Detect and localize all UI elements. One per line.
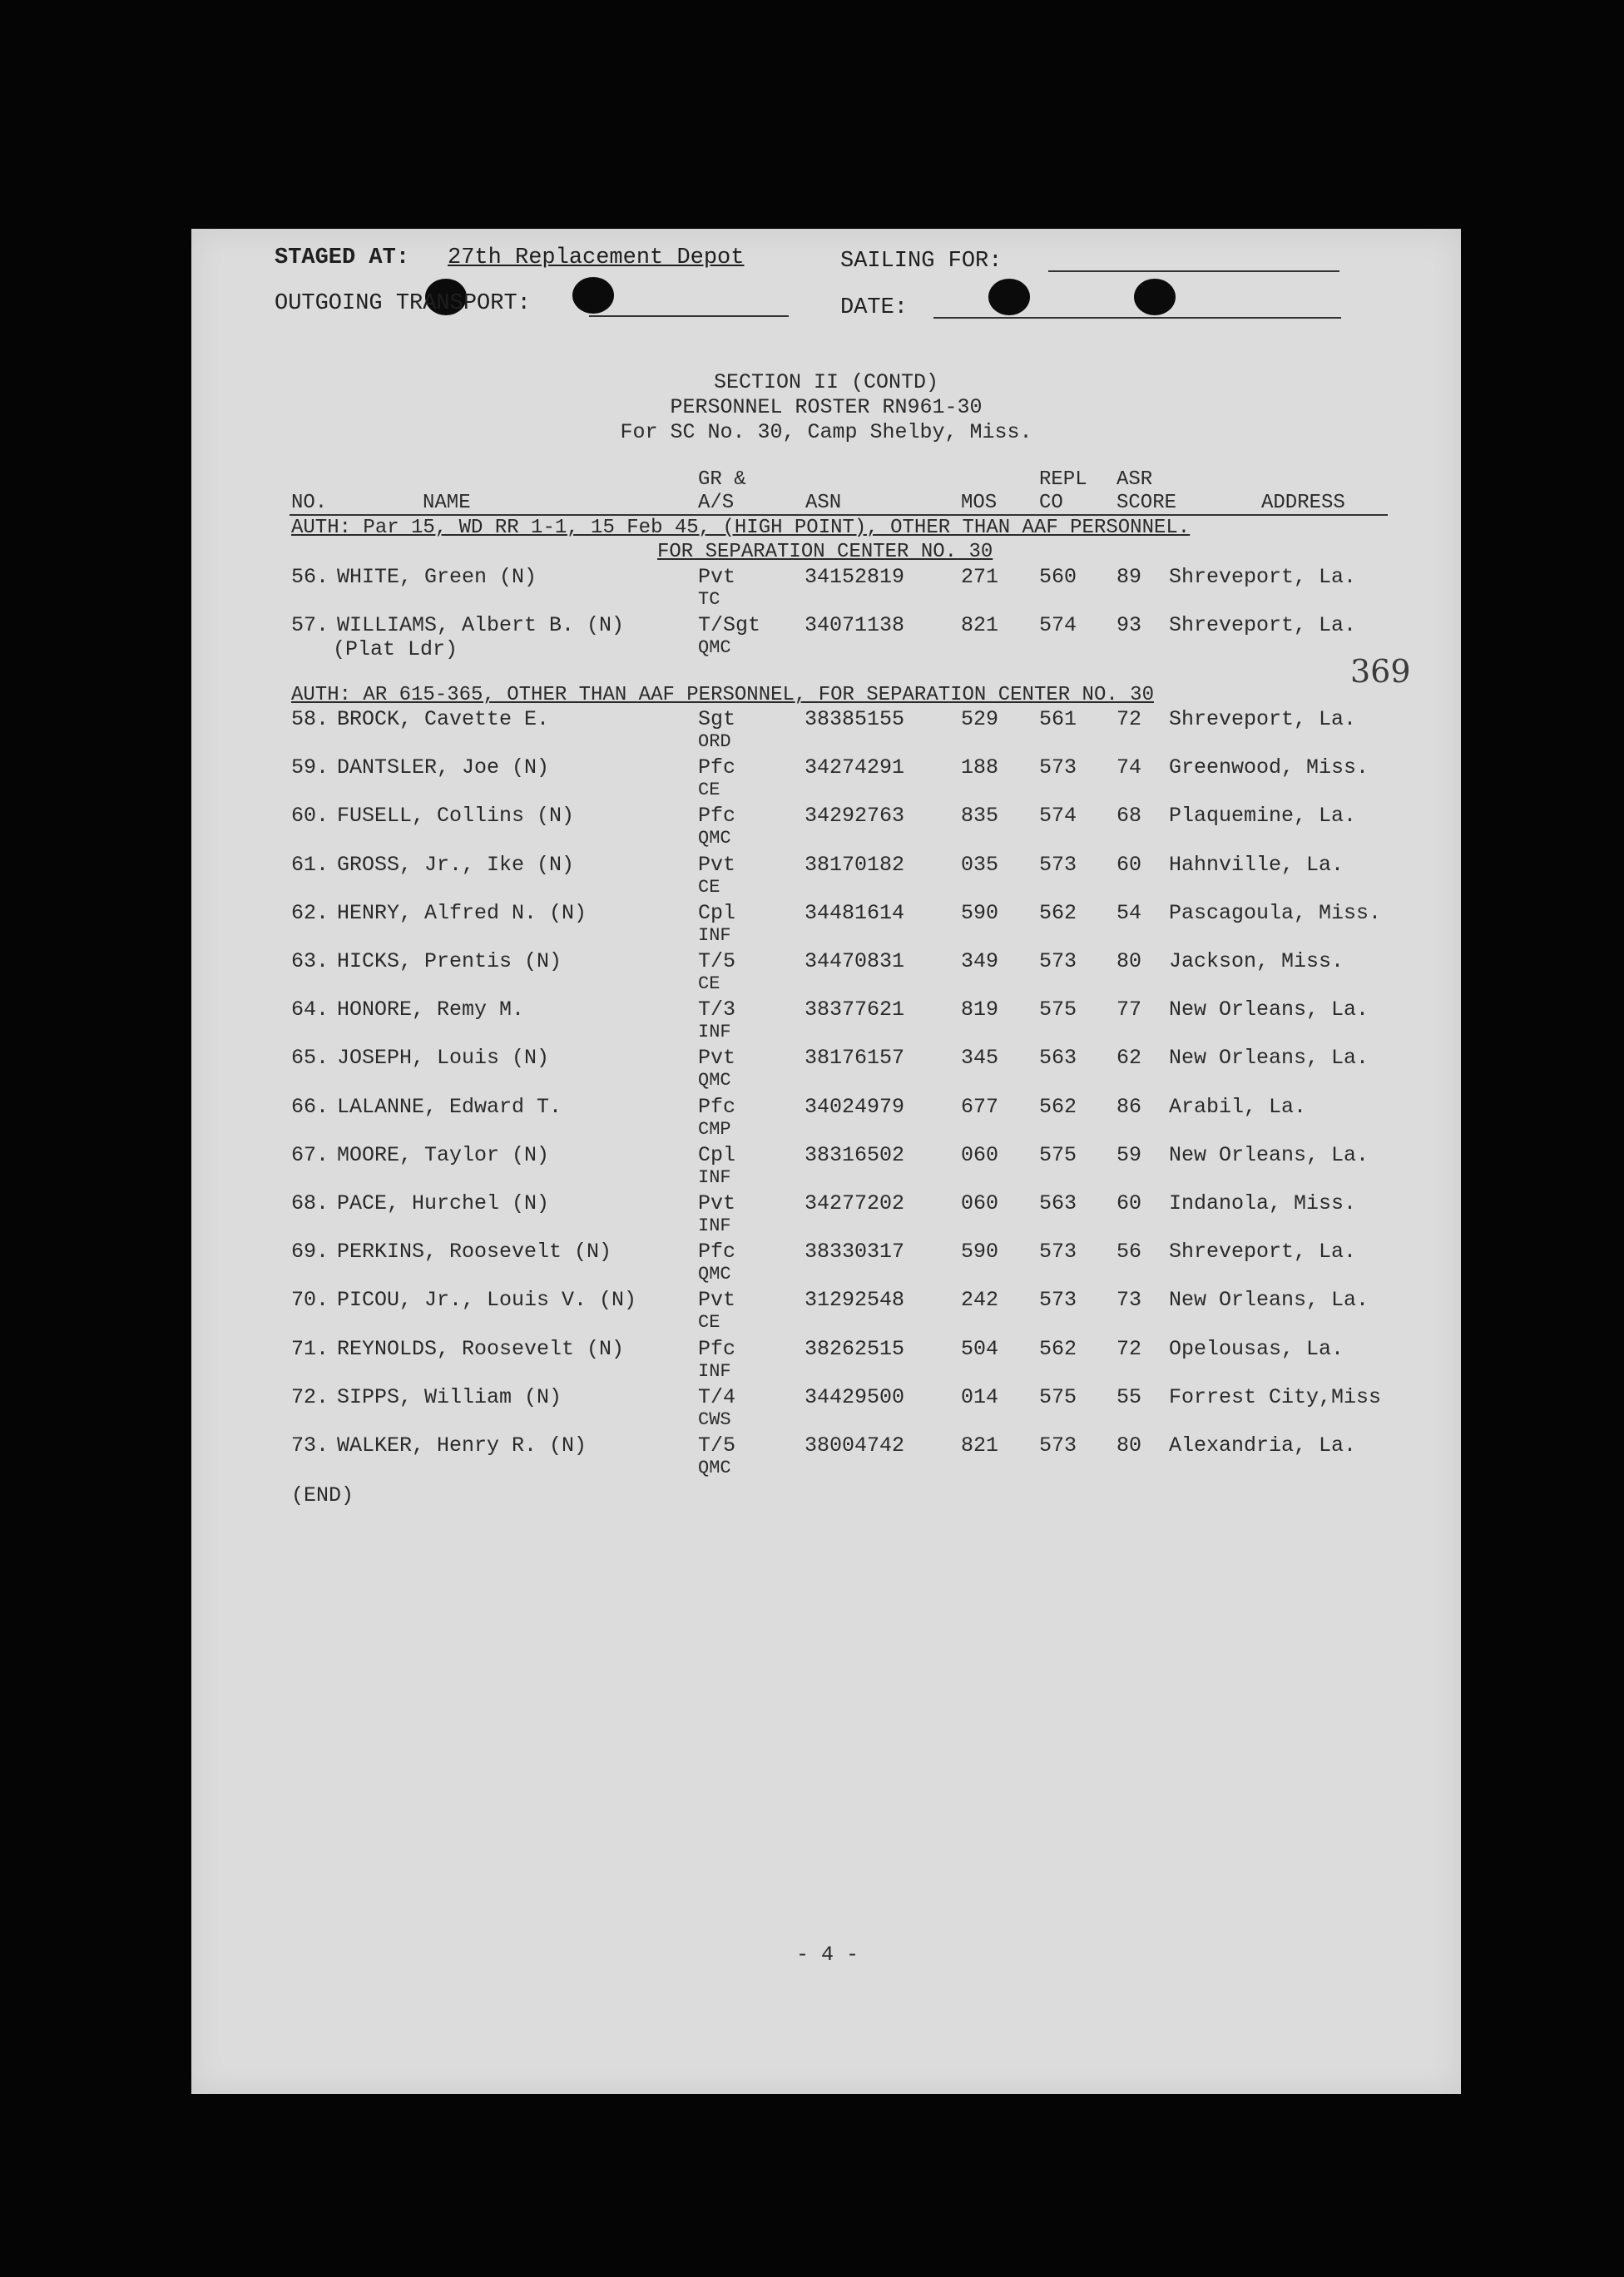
col-repl-top: REPL: [1039, 468, 1087, 491]
mos-cell: 242: [961, 1288, 999, 1313]
asn-cell: 34274291: [805, 755, 905, 780]
col-name: NAME: [423, 492, 471, 514]
asr-score-cell: 55: [1116, 1384, 1142, 1409]
asn-cell: 38316502: [805, 1142, 905, 1167]
mos-cell: 819: [961, 997, 999, 1022]
col-asr-bottom: SCORE: [1116, 492, 1177, 514]
name-cell: HICKS, Prentis (N): [337, 949, 562, 973]
row-number: 69.: [291, 1240, 329, 1265]
name-cell: GROSS, Jr., Ike (N): [337, 852, 575, 877]
mos-cell: 060: [961, 1142, 999, 1167]
address-cell: Shreveport, La.: [1169, 565, 1357, 589]
arm-service-cell: QMC: [698, 1264, 731, 1285]
row-number: 56.: [291, 565, 329, 589]
asn-cell: 38385155: [805, 707, 905, 731]
arm-service-cell: CWS: [698, 1408, 731, 1430]
address-cell: Greenwood, Miss.: [1169, 755, 1369, 780]
row-number: 62.: [291, 900, 329, 925]
repl-co-cell: 573: [1039, 949, 1077, 973]
punch-hole-3: [988, 279, 1030, 315]
repl-co-cell: 562: [1039, 900, 1077, 925]
asr-score-cell: 56: [1116, 1240, 1142, 1265]
mos-cell: 821: [961, 1433, 999, 1458]
punch-hole-4: [1134, 279, 1176, 315]
address-cell: Arabil, La.: [1169, 1094, 1307, 1119]
table-row: [191, 1337, 1461, 1385]
col-asn: ASN: [805, 492, 842, 514]
address-cell: Indanola, Miss.: [1169, 1191, 1357, 1215]
name-cell: JOSEPH, Louis (N): [337, 1046, 550, 1071]
asr-score-cell: 72: [1116, 1336, 1142, 1361]
grade-cell: T/5: [698, 949, 736, 973]
asn-cell: 34152819: [805, 565, 905, 589]
mos-cell: 529: [961, 707, 999, 731]
name-cell: WALKER, Henry R. (N): [337, 1433, 587, 1458]
grade-cell: T/5: [698, 1433, 736, 1458]
mos-cell: 035: [961, 852, 999, 877]
grade-cell: Pfc: [698, 1094, 736, 1119]
grade-cell: Pvt: [698, 852, 736, 877]
arm-service-cell: QMC: [698, 1458, 731, 1478]
name-cell: WHITE, Green (N): [337, 565, 537, 589]
table-row: [191, 755, 1461, 804]
table-row: [191, 565, 1461, 613]
name-cell: DANTSLER, Joe (N): [337, 755, 550, 780]
repl-co-cell: 573: [1039, 852, 1077, 877]
arm-service-cell: QMC: [698, 828, 731, 849]
table-row: [191, 1095, 1461, 1143]
grade-cell: T/4: [698, 1384, 736, 1409]
arm-service-cell: QMC: [698, 637, 731, 658]
name-cell: HENRY, Alfred N. (N): [337, 900, 587, 925]
asr-score-cell: 93: [1116, 613, 1142, 637]
grade-cell: Pvt: [698, 565, 736, 589]
asn-cell: 34470831: [805, 949, 905, 973]
address-cell: New Orleans, La.: [1169, 1046, 1369, 1071]
name-cell: PACE, Hurchel (N): [337, 1191, 550, 1215]
asr-score-cell: 54: [1116, 900, 1142, 925]
row-number: 67.: [291, 1142, 329, 1167]
asn-cell: 34481614: [805, 900, 905, 925]
asr-score-cell: 89: [1116, 565, 1142, 589]
table-row: [191, 1046, 1461, 1094]
asr-score-cell: 86: [1116, 1094, 1142, 1119]
name-cell: BROCK, Cavette E.: [337, 707, 550, 731]
repl-co-cell: 575: [1039, 1384, 1077, 1409]
arm-service-cell: INF: [698, 1022, 731, 1043]
auth-line-1b: FOR SEPARATION CENTER NO. 30: [657, 541, 993, 563]
row-number: 61.: [291, 852, 329, 877]
mos-cell: 349: [961, 949, 999, 973]
auth-line-1: AUTH: Par 15, WD RR 1-1, 15 Feb 45, (HIGH POINT), OTHER THAN AAF PERSONNEL.: [291, 517, 1191, 539]
mos-cell: 677: [961, 1094, 999, 1119]
punch-hole-2: [572, 277, 614, 314]
name-cell: FUSELL, Collins (N): [337, 804, 575, 829]
table-row: [191, 853, 1461, 901]
asn-cell: 38004742: [805, 1433, 905, 1458]
asn-cell: 34024979: [805, 1094, 905, 1119]
table-row: [191, 1433, 1461, 1482]
repl-co-cell: 561: [1039, 707, 1077, 731]
date-blank: [933, 317, 1341, 319]
asn-cell: 38330317: [805, 1240, 905, 1265]
mos-cell: 590: [961, 1240, 999, 1265]
address-cell: New Orleans, La.: [1169, 1142, 1369, 1167]
repl-co-cell: 573: [1039, 1240, 1077, 1265]
col-no: NO.: [291, 492, 328, 514]
table-row: [191, 1385, 1461, 1433]
arm-service-cell: TC: [698, 589, 720, 610]
col-repl-bottom: CO: [1039, 492, 1063, 514]
address-cell: Shreveport, La.: [1169, 707, 1357, 731]
row-number: 71.: [291, 1336, 329, 1361]
staged-at-label: STAGED AT:: [275, 245, 410, 270]
mos-cell: 014: [961, 1384, 999, 1409]
asr-score-cell: 60: [1116, 852, 1142, 877]
address-cell: Forrest City,Miss: [1169, 1384, 1382, 1409]
table-row: [191, 804, 1461, 852]
row-number: 73.: [291, 1433, 329, 1458]
repl-co-cell: 573: [1039, 755, 1077, 780]
arm-service-cell: INF: [698, 924, 731, 946]
grade-cell: Pvt: [698, 1191, 736, 1215]
arm-service-cell: CE: [698, 973, 720, 994]
name-cell: REYNOLDS, Roosevelt (N): [337, 1336, 625, 1361]
asn-cell: 34071138: [805, 613, 905, 637]
sailing-for-label: SAILING FOR:: [840, 249, 1003, 274]
table-row: [191, 613, 1461, 661]
arm-service-cell: CE: [698, 876, 720, 898]
repl-co-cell: 562: [1039, 1094, 1077, 1119]
name-cell: SIPPS, William (N): [337, 1384, 562, 1409]
repl-co-cell: 574: [1039, 613, 1077, 637]
row-number: 57.: [291, 613, 329, 637]
col-asr-top: ASR: [1116, 468, 1153, 491]
asn-cell: 38176157: [805, 1046, 905, 1071]
mos-cell: 345: [961, 1046, 999, 1071]
name-cell: LALANNE, Edward T.: [337, 1094, 562, 1119]
repl-co-cell: 574: [1039, 804, 1077, 829]
name-note-cell: (Plat Ldr): [333, 637, 458, 661]
arm-service-cell: INF: [698, 1360, 731, 1382]
staged-at-value: 27th Replacement Depot: [448, 245, 745, 270]
grade-cell: Pfc: [698, 804, 736, 829]
table-row: [191, 997, 1461, 1046]
name-cell: PERKINS, Roosevelt (N): [337, 1240, 612, 1265]
asr-score-cell: 74: [1116, 755, 1142, 780]
roster-title: PERSONNEL ROSTER RN961-30: [670, 395, 983, 419]
address-cell: New Orleans, La.: [1169, 997, 1369, 1022]
table-row: [191, 1240, 1461, 1288]
mos-cell: 504: [961, 1336, 999, 1361]
row-number: 60.: [291, 804, 329, 829]
address-cell: Pascagoula, Miss.: [1169, 900, 1382, 925]
name-cell: PICOU, Jr., Louis V. (N): [337, 1288, 637, 1313]
mos-cell: 271: [961, 565, 999, 589]
asn-cell: 34429500: [805, 1384, 905, 1409]
sailing-for-blank: [1048, 270, 1339, 272]
arm-service-cell: ORD: [698, 731, 731, 752]
asr-score-cell: 80: [1116, 949, 1142, 973]
grade-cell: Cpl: [698, 1142, 736, 1167]
table-row: [191, 901, 1461, 949]
col-grade-top: GR &: [698, 468, 746, 491]
asr-score-cell: 68: [1116, 804, 1142, 829]
repl-co-cell: 575: [1039, 1142, 1077, 1167]
date-label: DATE:: [840, 295, 909, 320]
row-number: 58.: [291, 707, 329, 731]
grade-cell: Pfc: [698, 1336, 736, 1361]
grade-cell: Pfc: [698, 1240, 736, 1265]
address-cell: Shreveport, La.: [1169, 613, 1357, 637]
mos-cell: 060: [961, 1191, 999, 1215]
address-cell: Shreveport, La.: [1169, 1240, 1357, 1265]
repl-co-cell: 573: [1039, 1288, 1077, 1313]
header-rule: [290, 514, 1388, 516]
repl-co-cell: 563: [1039, 1046, 1077, 1071]
auth-line-2: AUTH: AR 615-365, OTHER THAN AAF PERSONNEL, FOR SEPARATION CENTER NO. 30: [291, 684, 1154, 706]
name-cell: MOORE, Taylor (N): [337, 1142, 550, 1167]
grade-cell: Sgt: [698, 707, 736, 731]
repl-co-cell: 560: [1039, 565, 1077, 589]
asr-score-cell: 59: [1116, 1142, 1142, 1167]
page-number: - 4 -: [796, 1943, 859, 1967]
outgoing-transport-label: OUTGOING TRANSPORT:: [275, 291, 531, 316]
arm-service-cell: INF: [698, 1215, 731, 1236]
asr-score-cell: 73: [1116, 1288, 1142, 1313]
section-title: SECTION II (CONTD): [713, 370, 939, 394]
mos-cell: 590: [961, 900, 999, 925]
asn-cell: 38377621: [805, 997, 905, 1022]
table-row: [191, 707, 1461, 755]
outgoing-transport-blank: [589, 315, 789, 317]
end-marker: (END): [291, 1483, 354, 1507]
address-cell: Plaquemine, La.: [1169, 804, 1357, 829]
grade-cell: Pvt: [698, 1046, 736, 1071]
asn-cell: 38170182: [805, 852, 905, 877]
asn-cell: 34277202: [805, 1191, 905, 1215]
col-address: ADDRESS: [1261, 492, 1345, 514]
name-cell: HONORE, Remy M.: [337, 997, 525, 1022]
address-cell: Hahnville, La.: [1169, 852, 1344, 877]
asn-cell: 34292763: [805, 804, 905, 829]
address-cell: Opelousas, La.: [1169, 1336, 1344, 1361]
arm-service-cell: CE: [698, 780, 720, 801]
address-cell: Alexandria, La.: [1169, 1433, 1357, 1458]
mos-cell: 188: [961, 755, 999, 780]
for-line: For SC No. 30, Camp Shelby, Miss.: [620, 420, 1032, 444]
arm-service-cell: QMC: [698, 1070, 731, 1091]
repl-co-cell: 573: [1039, 1433, 1077, 1458]
arm-service-cell: CMP: [698, 1118, 731, 1140]
row-number: 65.: [291, 1046, 329, 1071]
name-cell: WILLIAMS, Albert B. (N): [337, 613, 625, 637]
table-row: [191, 1143, 1461, 1191]
repl-co-cell: 575: [1039, 997, 1077, 1022]
row-number: 72.: [291, 1384, 329, 1409]
mos-cell: 821: [961, 613, 999, 637]
grade-cell: T/Sgt: [698, 613, 761, 637]
address-cell: Jackson, Miss.: [1169, 949, 1344, 973]
col-grade-bottom: A/S: [698, 492, 735, 514]
row-number: 66.: [291, 1094, 329, 1119]
table-row: [191, 1191, 1461, 1240]
grade-cell: T/3: [698, 997, 736, 1022]
asr-score-cell: 72: [1116, 707, 1142, 731]
repl-co-cell: 562: [1039, 1336, 1077, 1361]
asr-score-cell: 60: [1116, 1191, 1142, 1215]
row-number: 64.: [291, 997, 329, 1022]
grade-cell: Cpl: [698, 900, 736, 925]
asn-cell: 31292548: [805, 1288, 905, 1313]
page-stamp: 369: [1350, 653, 1411, 690]
asr-score-cell: 62: [1116, 1046, 1142, 1071]
row-number: 70.: [291, 1288, 329, 1313]
col-mos: MOS: [961, 492, 998, 514]
repl-co-cell: 563: [1039, 1191, 1077, 1215]
asn-cell: 38262515: [805, 1336, 905, 1361]
address-cell: New Orleans, La.: [1169, 1288, 1369, 1313]
row-number: 63.: [291, 949, 329, 973]
table-row: [191, 1288, 1461, 1336]
arm-service-cell: CE: [698, 1312, 720, 1334]
grade-cell: Pvt: [698, 1288, 736, 1313]
table-row: [191, 949, 1461, 997]
asr-score-cell: 77: [1116, 997, 1142, 1022]
arm-service-cell: INF: [698, 1166, 731, 1188]
row-number: 59.: [291, 755, 329, 780]
roster-page: [191, 229, 1461, 2094]
asr-score-cell: 80: [1116, 1433, 1142, 1458]
grade-cell: Pfc: [698, 755, 736, 780]
row-number: 68.: [291, 1191, 329, 1215]
mos-cell: 835: [961, 804, 999, 829]
